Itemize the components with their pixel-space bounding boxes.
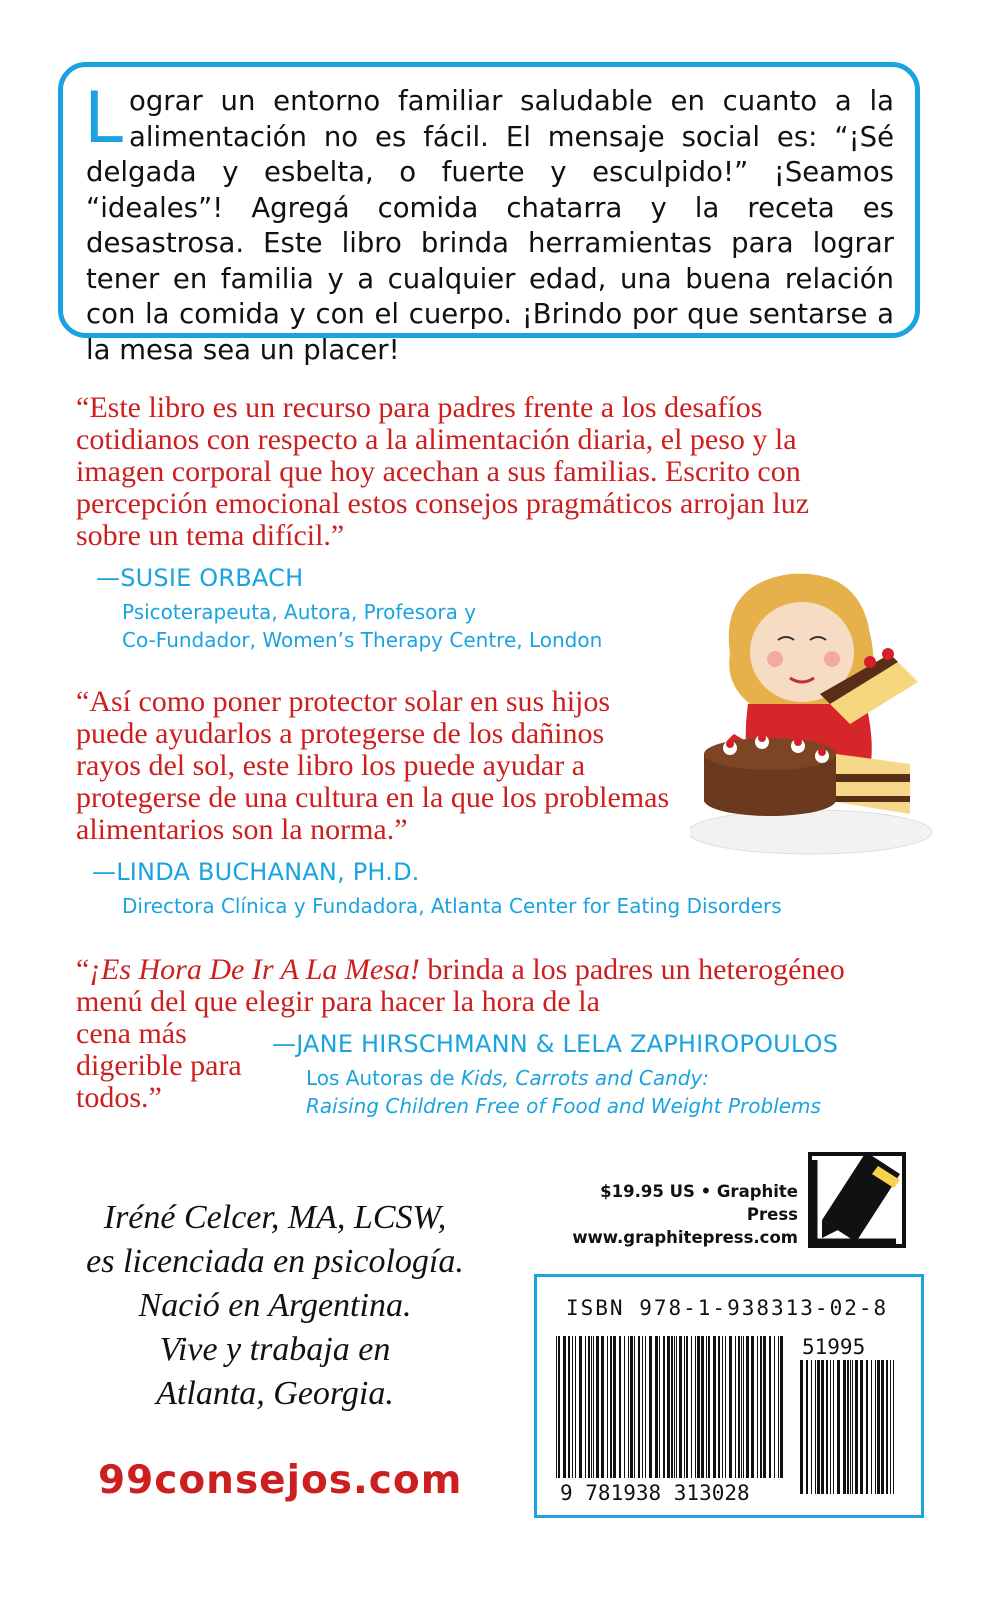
- barcode-bar: [811, 1360, 812, 1494]
- barcode-bar: [593, 1336, 594, 1478]
- barcode-bar: [778, 1336, 779, 1478]
- barcode-bar: [676, 1336, 677, 1478]
- addon-digits: 51995: [802, 1335, 866, 1359]
- barcode-bar: [674, 1336, 675, 1478]
- quote-orbach: “Este libro es un recurso para padres frente a los desafíos cotidianos con respecto a la alimentación diaria, el peso y la imagen corporal que hoy acechan a sus familias. Escrito con percepción emocional estos consejos pragmáticos arrojan luz sobre un tema difícil.”: [76, 391, 810, 552]
- barcode-bar: [659, 1336, 660, 1478]
- barcode-bar: [695, 1336, 696, 1478]
- barcode-bar: [817, 1360, 820, 1494]
- barcode-bar: [871, 1360, 872, 1494]
- barcode-bar: [893, 1360, 894, 1494]
- barcode-bar: [655, 1336, 658, 1478]
- barcode-bar: [684, 1336, 685, 1478]
- barcode-bar: [833, 1360, 834, 1494]
- barcode-bar: [634, 1336, 635, 1478]
- barcode-bar: [619, 1336, 621, 1478]
- barcode-bar: [645, 1336, 646, 1478]
- author-bio-line: Atlanta, Georgia.: [156, 1375, 394, 1412]
- quote-buchanan: “Así como poner protector solar en sus hijos puede ayudarlos a protegerse de los dañinos rayos del sol, este libro los puede ayudar a protegerse de una cultura en la que los problemas alimentarios son la norma.”: [76, 685, 670, 846]
- barcode-bar: [671, 1336, 673, 1478]
- barcode-bar: [701, 1336, 704, 1478]
- quoted-book-title: ¡Es Hora De Ir A La Mesa!: [89, 953, 420, 986]
- barcode-bar: [780, 1336, 783, 1478]
- drop-cap: L: [84, 77, 123, 159]
- barcode-bar: [556, 1336, 557, 1478]
- publisher-url: www.graphitepress.com: [572, 1228, 798, 1247]
- publisher-info: [560, 1180, 798, 1249]
- barcode-bar: [588, 1336, 590, 1478]
- barcode-bar: [881, 1360, 884, 1494]
- barcode-bar: [718, 1336, 720, 1478]
- quote-author-buchanan: —LINDA BUCHANAN, PH.D.: [92, 858, 420, 886]
- quote-hirschmann-body: brinda a los padres un heterogéneo menú del que elegir para hacer la hora de la: [76, 953, 845, 1018]
- girl-eating-cake-illustration: [690, 564, 936, 856]
- price-line: $19.95 US • Graphite Press: [600, 1182, 798, 1224]
- author-bio-line: es licenciada en psicología.: [86, 1243, 464, 1280]
- pencil-logo-icon: [808, 1152, 906, 1248]
- barcode-bar: [886, 1360, 888, 1494]
- barcode-bar: [697, 1336, 700, 1478]
- author-bio: [70, 1196, 480, 1416]
- barcode-bar: [847, 1360, 849, 1494]
- barcode-bar: [649, 1336, 652, 1478]
- barcode-bar: [563, 1336, 566, 1478]
- barcode-bar: [866, 1360, 868, 1494]
- barcode-bar: [596, 1336, 599, 1478]
- barcode-bar: [663, 1336, 665, 1478]
- blurb-body: ograr un entorno familiar saludable en cuanto a la alimentación no es fácil. El mensaje social es: “¡Sé delgada y esbelta, o fuerte y esculpido!” ¡Seamos “ideales”! Agregá comida chatarra y la receta es desastrosa. Este libro brinda herramientas para lograr tener en familia y a cualquier edad, una buena relación con la comida y con el cuerpo. ¡Brindo por que sentarse a la mesa sea un placer!: [86, 85, 894, 366]
- barcode-bar: [706, 1336, 707, 1478]
- quote-credential-orbach-2: Co-Fundador, Women’s Therapy Centre, London: [122, 628, 603, 652]
- barcode-bar: [735, 1336, 736, 1478]
- barcode-bar: [860, 1360, 863, 1494]
- barcode-bar: [830, 1360, 831, 1494]
- credential-book-title-1: Kids, Carrots and Candy:: [460, 1066, 710, 1090]
- barcode-bar: [713, 1336, 716, 1478]
- barcode-bar: [890, 1360, 891, 1494]
- barcode-bar: [877, 1360, 880, 1494]
- barcode-bar: [642, 1336, 643, 1478]
- author-bio-line: Vive y trabaja en: [159, 1331, 391, 1368]
- barcode-bar: [738, 1336, 740, 1478]
- barcode-bar: [630, 1336, 633, 1478]
- barcode-bar: [741, 1336, 742, 1478]
- barcode-bar: [806, 1360, 808, 1494]
- barcode-bar: [850, 1360, 851, 1494]
- barcode-bar: [760, 1336, 762, 1478]
- barcode-bar: [757, 1336, 758, 1478]
- barcode-bar: [763, 1336, 766, 1478]
- barcode-bar: [774, 1336, 775, 1478]
- barcode-bar: [691, 1336, 692, 1478]
- barcode-bar: [837, 1360, 840, 1494]
- barcode-bar: [667, 1336, 670, 1478]
- ean-digits: 9 781938 313028: [560, 1481, 750, 1505]
- barcode-bar: [575, 1336, 576, 1478]
- quote-hirschmann-tail: cena más digerible para todos.”: [76, 1017, 242, 1114]
- barcode-bar: [568, 1336, 570, 1478]
- barcode-bar: [613, 1336, 616, 1478]
- barcode-bar: [743, 1336, 744, 1478]
- barcode-bar: [628, 1336, 629, 1478]
- quote-author-orbach: —SUSIE ORBACH: [96, 564, 304, 592]
- barcode-bar: [843, 1360, 846, 1494]
- barcode-bar: [686, 1336, 688, 1478]
- barcode-bar: [751, 1336, 754, 1478]
- barcode-bar: [722, 1336, 723, 1478]
- author-bio-line: Nació en Argentina.: [138, 1287, 412, 1324]
- barcode-bar: [624, 1336, 625, 1478]
- barcode-bar: [708, 1336, 710, 1478]
- barcode-bar: [729, 1336, 732, 1478]
- quote-open-mark: “: [76, 953, 90, 986]
- author-bio-line: Iréné Celcer, MA, LCSW,: [103, 1199, 447, 1236]
- barcode-bar: [725, 1336, 726, 1478]
- quote-author-hirschmann: —JANE HIRSCHMANN & LELA ZAPHIROPOULOS: [272, 1030, 839, 1058]
- quote-credential-hirschmann-1: [306, 1066, 709, 1090]
- barcode-bar: [815, 1360, 816, 1494]
- barcode-bar: [875, 1360, 876, 1494]
- barcode-bar: [585, 1336, 586, 1478]
- barcode-bar: [746, 1336, 749, 1478]
- website-link[interactable]: 99consejos.com: [98, 1458, 463, 1503]
- blurb-text: [84, 77, 894, 368]
- barcode-bar: [826, 1360, 828, 1494]
- barcode-bar: [769, 1336, 771, 1478]
- quote-credential-buchanan: Directora Clínica y Fundadora, Atlanta Center for Eating Disorders: [122, 894, 782, 918]
- barcode-bar: [607, 1336, 608, 1478]
- quote-credential-hirschmann-2: Raising Children Free of Food and Weight Problems: [306, 1094, 821, 1118]
- barcode-bar: [852, 1360, 853, 1494]
- barcode-bar: [679, 1336, 682, 1478]
- barcode-bar: [591, 1336, 592, 1478]
- barcode-bar: [638, 1336, 640, 1478]
- barcode-bar: [610, 1336, 612, 1478]
- barcode-bar: [579, 1336, 582, 1478]
- quote-credential-orbach-1: Psicoterapeuta, Autora, Profesora y: [122, 600, 477, 624]
- barcode-bar: [601, 1336, 604, 1478]
- barcode-bar: [821, 1360, 824, 1494]
- barcode-bar: [572, 1336, 573, 1478]
- barcode-bar: [855, 1360, 858, 1494]
- barcode-bar: [558, 1336, 560, 1478]
- isbn-barcode: [556, 1318, 912, 1506]
- quote-hirschmann: [76, 954, 856, 1018]
- barcode-bar: [800, 1360, 803, 1494]
- isbn-label: ISBN 978-1-938313-02-8: [566, 1296, 889, 1320]
- credential-prefix: Los Autoras de: [306, 1066, 461, 1090]
